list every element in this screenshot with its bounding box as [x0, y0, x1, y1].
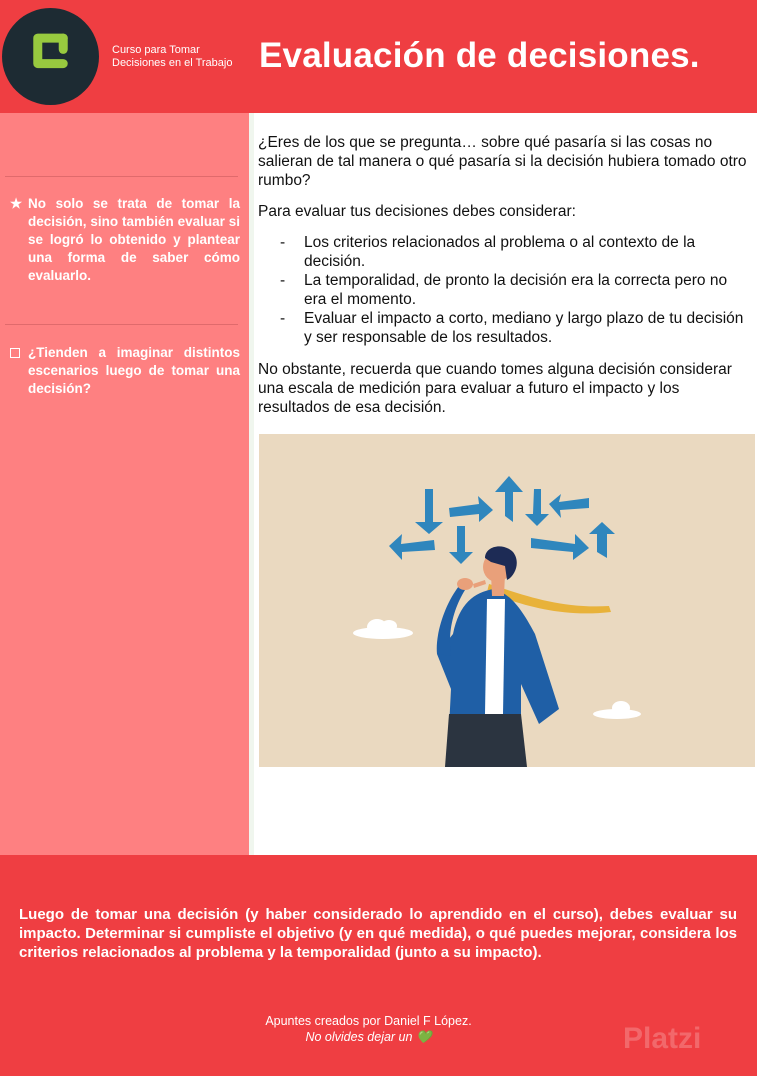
- criteria-list: [258, 233, 753, 347]
- column-separator: [249, 113, 254, 855]
- evaluate-lead: Para evaluar tus decisiones debes considerar:: [258, 203, 576, 220]
- summary-text: Luego de tomar una decisión (y haber considerado lo aprendido en el curso), debes evaluar su impacto. Determinar si cumpliste el objetivo (y en qué medida), o qué puedes mejorar, considera los criterios relacionados al problema y la temporalidad (junto a su impacto).: [19, 906, 737, 961]
- header: [0, 0, 757, 113]
- star-icon: ★: [10, 196, 23, 211]
- criteria-text: Evaluar el impacto a corto, mediano y largo plazo de tu decisión y ser responsable de los resultados.: [304, 310, 744, 346]
- dash-bullet: -: [280, 310, 286, 327]
- course-line-1: Curso para Tomar: [112, 44, 200, 56]
- page-title: Evaluación de decisiones.: [259, 36, 700, 75]
- dash-bullet: -: [280, 272, 286, 289]
- list-item: [258, 309, 753, 347]
- sidebar-item-text: ¿Tienden a imaginar distintos escenarios luego de tomar una decisión?: [28, 345, 240, 396]
- platzi-logo-icon: [2, 8, 99, 105]
- list-item: [258, 233, 753, 271]
- intro-paragraph: ¿Eres de los que se pregunta… sobre qué pasaría si las cosas no salieran de tal manera o qué pasaría si la decisión hubiera tomado otro rumbo?: [258, 134, 747, 189]
- course-name: [112, 44, 232, 70]
- credit-reminder-text: No olvides dejar un: [305, 1030, 413, 1044]
- sidebar: [0, 113, 249, 855]
- sidebar-item-text: No solo se trata de tomar la decisión, sino también evaluar si se logró lo obtenido y plantear una forma de saber cómo evaluarlo.: [28, 196, 240, 283]
- sidebar-divider: [5, 324, 238, 325]
- footer: [0, 855, 757, 1076]
- dash-bullet: -: [280, 234, 286, 251]
- credit-author: Apuntes creados por Daniel F López.: [265, 1014, 472, 1028]
- criteria-text: La temporalidad, de pronto la decisión era la correcta pero no era el momento.: [304, 272, 728, 308]
- main-content: [258, 133, 753, 429]
- sidebar-divider: [5, 176, 238, 177]
- course-line-2: Decisiones en el Trabajo: [112, 57, 233, 69]
- list-item: [258, 271, 753, 309]
- platzi-watermark: Platzi: [623, 1022, 702, 1055]
- square-bullet-icon: [10, 344, 20, 363]
- thinking-man-with-arrows-illustration: [259, 434, 755, 767]
- closing-paragraph: No obstante, recuerda que cuando tomes alguna decisión considerar una escala de medición para evaluar a futuro el impacto y los resultados de esa decisión.: [258, 361, 732, 416]
- criteria-text: Los criterios relacionados al problema o al contexto de la decisión.: [304, 234, 696, 270]
- green-heart-icon: 💚: [415, 1030, 432, 1044]
